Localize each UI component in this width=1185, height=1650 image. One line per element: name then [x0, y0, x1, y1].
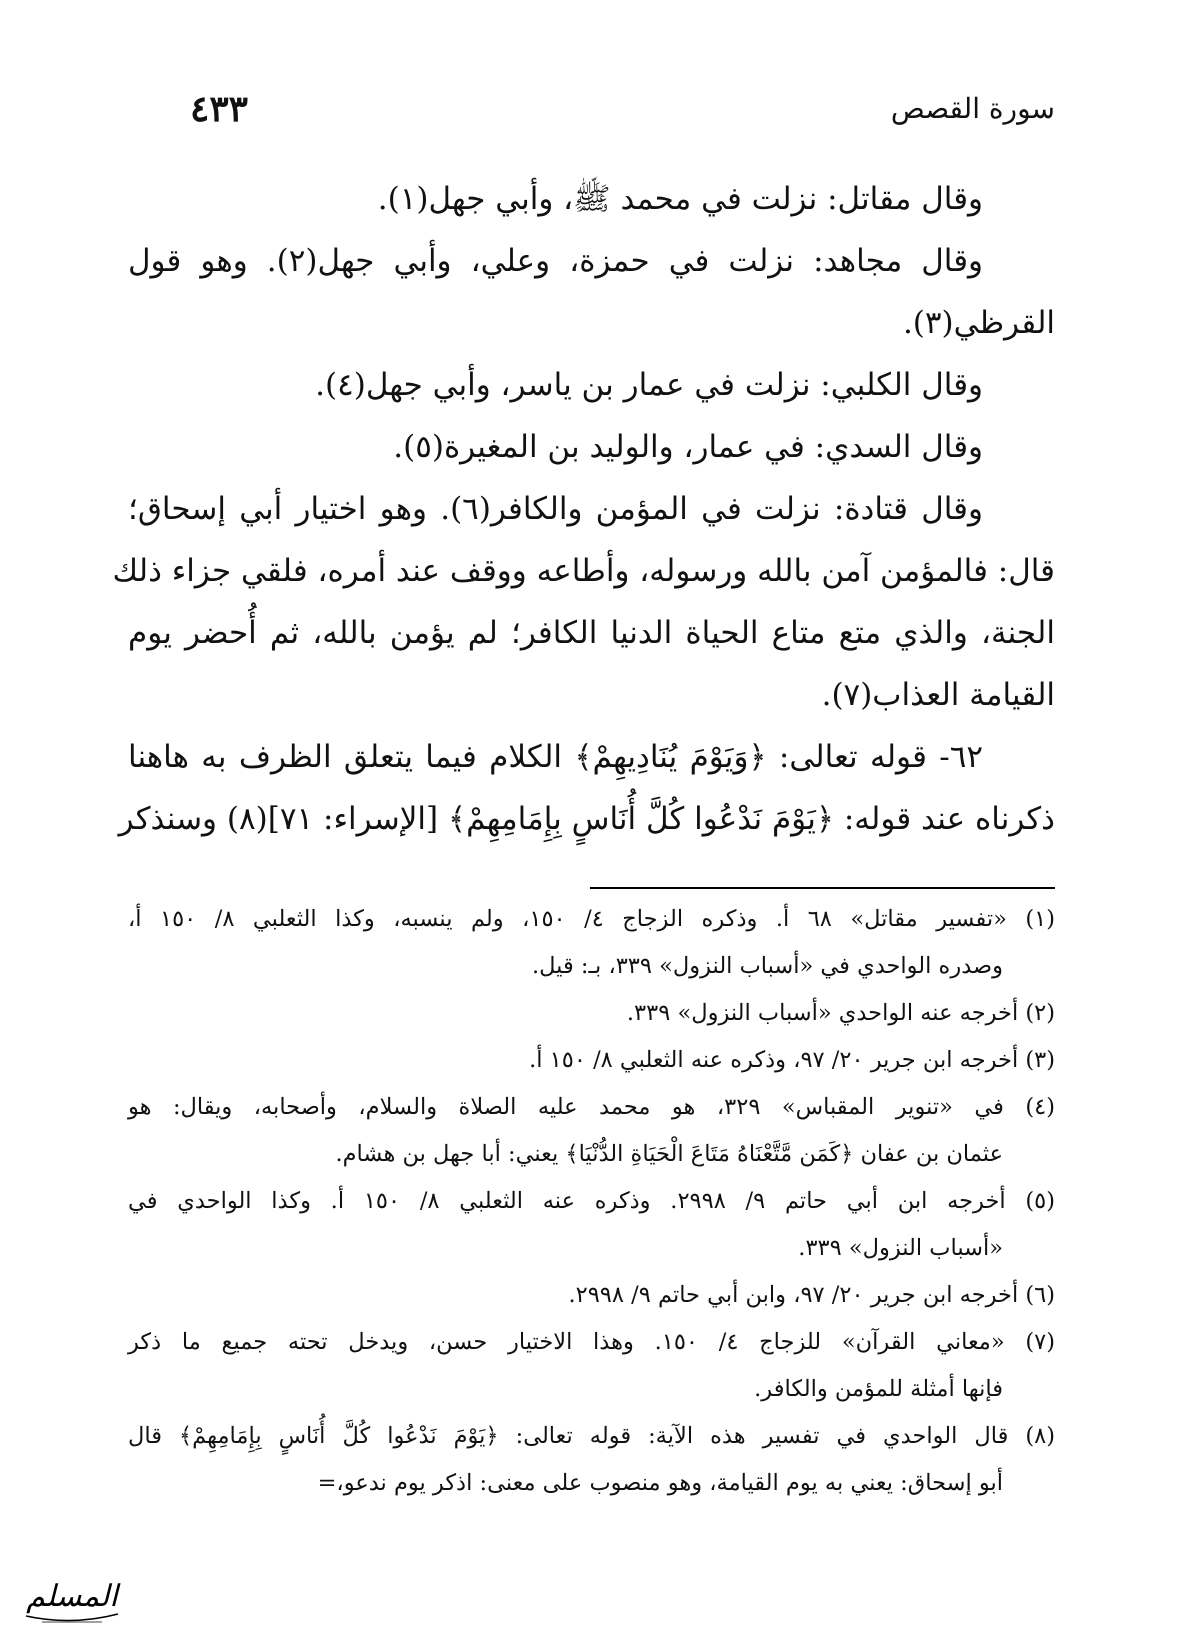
body-line: وقال قتادة: نزلت في المؤمن والكافر(٦). وهو اختيار أبي إسحاق؛ — [128, 491, 983, 527]
footnote-line: (٨) قال الواحدي في تفسير هذه الآية: قوله تعالى: ﴿يَوْمَ نَدْعُوا كُلَّ أُنَاسٍ بِإِمَامِهِمْ﴾ قال — [128, 1423, 1055, 1449]
body-line: ٦٢- قوله تعالى: ﴿وَيَوْمَ يُنَادِيهِمْ﴾ الكلام فيما يتعلق الظرف به هاهنا — [128, 739, 983, 775]
body-line: القرظي(٣). — [902, 305, 1055, 341]
body-line: الجنة، والذي متع متاع الحياة الدنيا الكافر؛ لم يؤمن بالله، ثم أُحضر يوم — [128, 615, 1055, 651]
main-text — [112, 168, 1055, 850]
page-header — [190, 88, 1055, 142]
footnote-line: (٢) أخرجه عنه الواحدي «أسباب النزول» ٣٣٩. — [626, 1000, 1055, 1026]
footnote-line: «أسباب النزول» ٣٣٩. — [798, 1235, 1003, 1261]
footnote-line: (١) «تفسير مقاتل» ٦٨ أ. وذكره الزجاج ٤/ ١٥٠، ولم ينسبه، وكذا الثعلبي ٨/ ١٥٠ أ، — [128, 906, 1056, 932]
body-line: وقال مجاهد: نزلت في حمزة، وعلي، وأبي جهل(٢). وهو قول — [128, 243, 983, 279]
page-number: ٤٣٣ — [190, 88, 249, 130]
footnote-separator — [590, 887, 1055, 889]
footnote-line: (٧) «معاني القرآن» للزجاج ٤/ ١٥٠. وهذا الاختيار حسن، ويدخل تحته جميع ما ذكر — [128, 1329, 1055, 1355]
footnotes — [128, 896, 1055, 1507]
surah-title: سورة القصص — [890, 92, 1055, 125]
footnote-line: (٦) أخرجه ابن جرير ٢٠/ ٩٧، وابن أبي حاتم ٩/ ٢٩٩٨. — [568, 1282, 1055, 1308]
footnote-line: (٤) في «تنوير المقباس» ٣٢٩، هو محمد عليه الصلاة والسلام، وأصحابه، ويقال: هو — [128, 1094, 1056, 1120]
body-line: ذكرناه عند قوله: ﴿يَوْمَ نَدْعُوا كُلَّ أُنَاسٍ بِإِمَامِهِمْ﴾ [الإسراء: ٧١](٨) وسنذكر — [118, 801, 1055, 837]
body-line: وقال مقاتل: نزلت في محمد ﷺ، وأبي جهل(١). — [377, 181, 983, 217]
footnote-line: فإنها أمثلة للمؤمن والكافر. — [754, 1376, 1003, 1402]
watermark-text: المسلم — [26, 1579, 118, 1614]
body-line: قال: فالمؤمن آمن بالله ورسوله، وأطاعه ووقف عند أمره، فلقي جزاء ذلك — [112, 553, 1055, 589]
footnote-line: أبو إسحاق: يعني به يوم القيامة، وهو منصوب على معنى: اذكر يوم ندعو،= — [317, 1470, 1003, 1496]
footnote-line: عثمان بن عفان ﴿كَمَن مَّتَّعْنَاهُ مَتَاعَ الْحَيَاةِ الدُّنْيَا﴾ يعني: أبا جهل بن هشام. — [335, 1141, 1003, 1167]
footnote-line: وصدره الواحدي في «أسباب النزول» ٣٣٩، بـ: قيل. — [531, 953, 1003, 979]
body-line: القيامة العذاب(٧). — [821, 677, 1055, 713]
body-line: وقال الكلبي: نزلت في عمار بن ياسر، وأبي جهل(٤). — [315, 367, 983, 403]
footnote-line: (٥) أخرجه ابن أبي حاتم ٩/ ٢٩٩٨. وذكره عنه الثعلبي ٨/ ١٥٠ أ. وكذا الواحدي في — [128, 1188, 1056, 1214]
watermark-logo-icon — [12, 1568, 132, 1632]
body-line: وقال السدي: في عمار، والوليد بن المغيرة(٥). — [393, 429, 983, 465]
footnote-line: (٣) أخرجه ابن جرير ٢٠/ ٩٧، وذكره عنه الثعلبي ٨/ ١٥٠ أ. — [529, 1047, 1055, 1073]
